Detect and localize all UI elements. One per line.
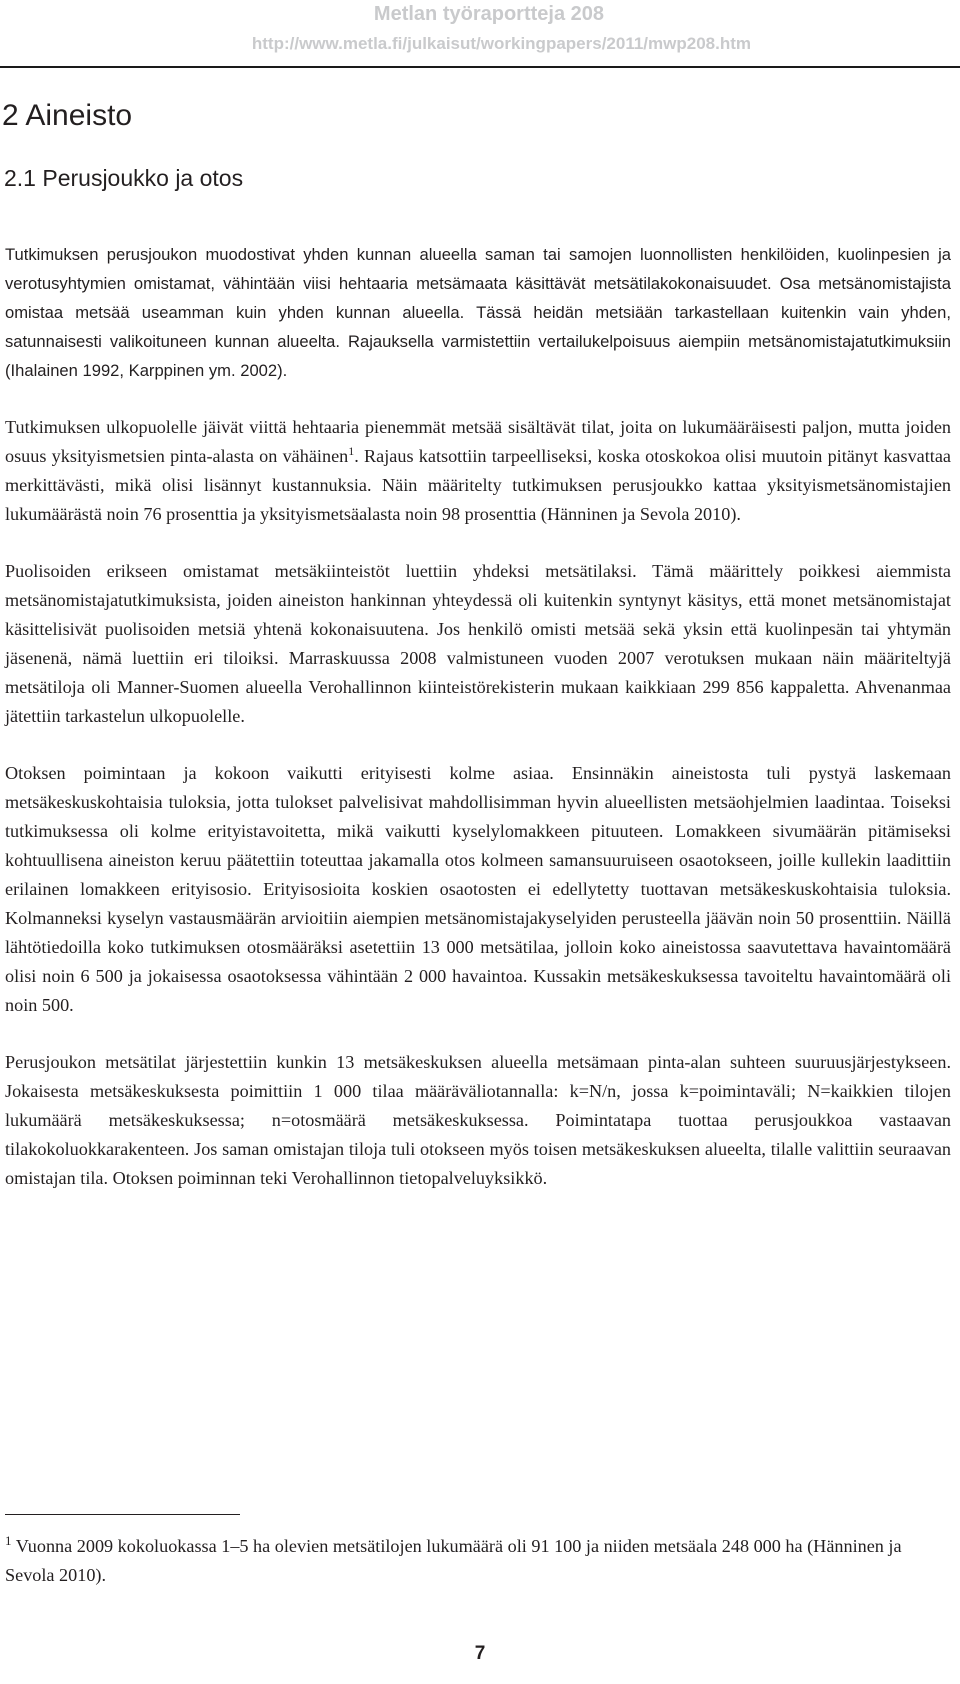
paragraph-2: Tutkimuksen ulkopuolelle jäivät viittä hehtaaria pienemmät metsää sisältävät tilat, joita on lukumääräisesti paljon, mutta joiden osuus yksityismetsien pinta-alasta on vähäinen$^1$. Rajaus katsottiin tarpeelliseksi, koska otoskokoa olisi muutoin pitänyt kasvattaa merkittävästi, mikä olisi lisännyt kustannuksia. Näin määritelty tutkimuksen perusjoukko kattaa yksityismetsänomistajien lukumäärästä noin 76 prosenttia ja yksityismetsäalasta noin 98 prosenttia (Hänninen ja Sevola 2010). xyxy=(5,417,952,524)
footnote xyxy=(5,1532,951,1590)
footnote-reference[interactable]: 1 xyxy=(348,443,355,458)
header-divider xyxy=(0,66,960,68)
page-number: 7 xyxy=(474,1643,486,1664)
footnote-text: Vuonna 2009 kokoluokassa 1–5 ha olevien metsätilojen lukumäärä oli 91 100 ja niiden metsäala 248 000 ha (Hänninen ja Sevola 2010). xyxy=(5,1536,902,1585)
body-text xyxy=(5,240,951,1221)
page-header xyxy=(0,0,960,72)
publication-url[interactable]: http://www.metla.fi/julkaisut/workingpapers/2011/mwp208.htm xyxy=(251,34,751,53)
section-title: 2.1 Perusjoukko ja otos xyxy=(4,165,244,191)
footnote-marker: 1 xyxy=(5,1532,12,1548)
paragraph-2-lead: Tutkimuksen ulkopuolelle jäivät viittä hehtaaria pienemmät metsää sisältävät tilat, joita on lukumääräisesti paljon, mutta joiden osuus yksityismetsien pinta-alasta on vähäinen xyxy=(5,417,951,466)
paragraph-2-rest: Rajaus katsottiin tarpeelliseksi, koska otoskokoa olisi muutoin pitänyt kasvattaa merkittävästi, mikä olisi lisännyt kustannuksia. Näin määritelty tutkimuksen perusjoukko kattaa yksityismetsänomistajien lukumäärästä noin 76 prosenttia ja yksityismetsäalasta noin 98 prosenttia (Hänninen ja Sevola 2010). xyxy=(5,446,952,524)
chapter-title: 2 Aineisto xyxy=(2,99,133,132)
paragraph-1: Tutkimuksen perusjoukon muodostivat yhden kunnan alueella saman tai samojen luonnollisten henkilöiden, kuolinpesien ja verotusyhtymien omistamat, vähintään viisi hehtaaria metsämaata käsittävät metsätilakokonaisuudet. Osa metsänomistajista omistaa metsää useamman kuin yhden kunnan alueella. Tässä heidän metsiään tarkastellaan kuitenkin vain yhden, satunnaisesti valikoituneen kunnan alueelta. Rajauksella varmistettiin vertailukelpoisuus aiempiin metsänomistajatutkimuksiin (Ihalainen 1992, Karppinen ym. 2002). xyxy=(5,245,951,380)
footnote-divider xyxy=(5,1514,240,1515)
series-title: Metlan työraportteja 208 xyxy=(373,3,604,25)
paragraph-5: Perusjoukon metsätilat järjestettiin kunkin 13 metsäkeskuksen alueella metsämaan pinta-alan suhteen suuruusjärjestykseen. Jokaisesta metsäkeskuksesta poimittiin 1 000 tilaa määräväliotannalla: k=N/n, jossa k=poimintaväli; N=kaikkien tilojen lukumäärä metsäkeskuksessa; n=otosmäärä metsäkeskuksessa. Poimintatapa tuottaa perusjoukkoa vastaavan tilakokoluokkarakenteen. Jos saman omistajan tiloja tuli otokseen myös toisen metsäkeskuksen alueelta, tilalle valittiin seuraavan omistajan tila. Otoksen poiminnan teki Verohallinnon tietopalveluyksikkö. xyxy=(5,1052,951,1188)
paragraph-4: Otoksen poimintaan ja kokoon vaikutti erityisesti kolme asiaa. Ensinnäkin aineistosta tuli pystyä laskemaan metsäkeskuskohtaisia tuloksia, jotta tulokset palvelisivat mahdollisimman hyvin alueellisten metsäohjelmien laadintaa. Toiseksi tutkimuksessa oli kolme erityistavoitetta, mikä vaikutti kyselylomakkeen pituuteen. Lomakkeen sivumäärän pitämiseksi kohtuullisena aineiston keruu päätettiin toteuttaa jakamalla otos kolmeen samansuuruiseen osaotokseen, joille kullekin laadittiin erilainen lomakkeen erityisosio. Erityisosioita koskien osaotosten ei edellytetty tuottavan metsäkeskuskohtaisia tuloksia. Kolmanneksi kyselyn vastausmäärän arvioitiin aiempien metsänomistajakyselyiden perusteella jäävän noin 50 prosenttiin. Näillä lähtötiedoilla koko tutkimuksen otosmääräksi asetettiin 13 000 metsätilaa, jolloin koko aineistossa saavutettava havaintomäärä olisi noin 6 500 ja jokaisessa osaotoksessa vähintään 2 000 havaintoa. Kussakin metsäkeskuksessa tavoiteltu havaintomäärä oli noin 500. xyxy=(5,763,951,1015)
paragraph-3: Puolisoiden erikseen omistamat metsäkiinteistöt luettiin yhdeksi metsätilaksi. Tämä määrittely poikkesi aiemmista metsänomistajatutkimuksista, joiden aineiston hankinnan yhteydessä oli kuitenkin syntynyt käsitys, että monet metsänomistajat käsittelisivät puolisoiden metsiä yhtenä kokonaisuutena. Jos henkilö omisti metsää sekä yksin että kuolinpesän tai yhtymän jäsenenä, nämä luettiin eri tiloiksi. Marraskuussa 2008 valmistuneen vuoden 2007 verotuksen mukaan näin määriteltyjä metsätiloja oli Manner-Suomen alueella Verohallinnon kiinteistörekisterin mukaan kaikkiaan 299 856 kappaletta. Ahvenanmaa jätettiin tarkastelun ulkopuolelle. xyxy=(5,561,951,726)
